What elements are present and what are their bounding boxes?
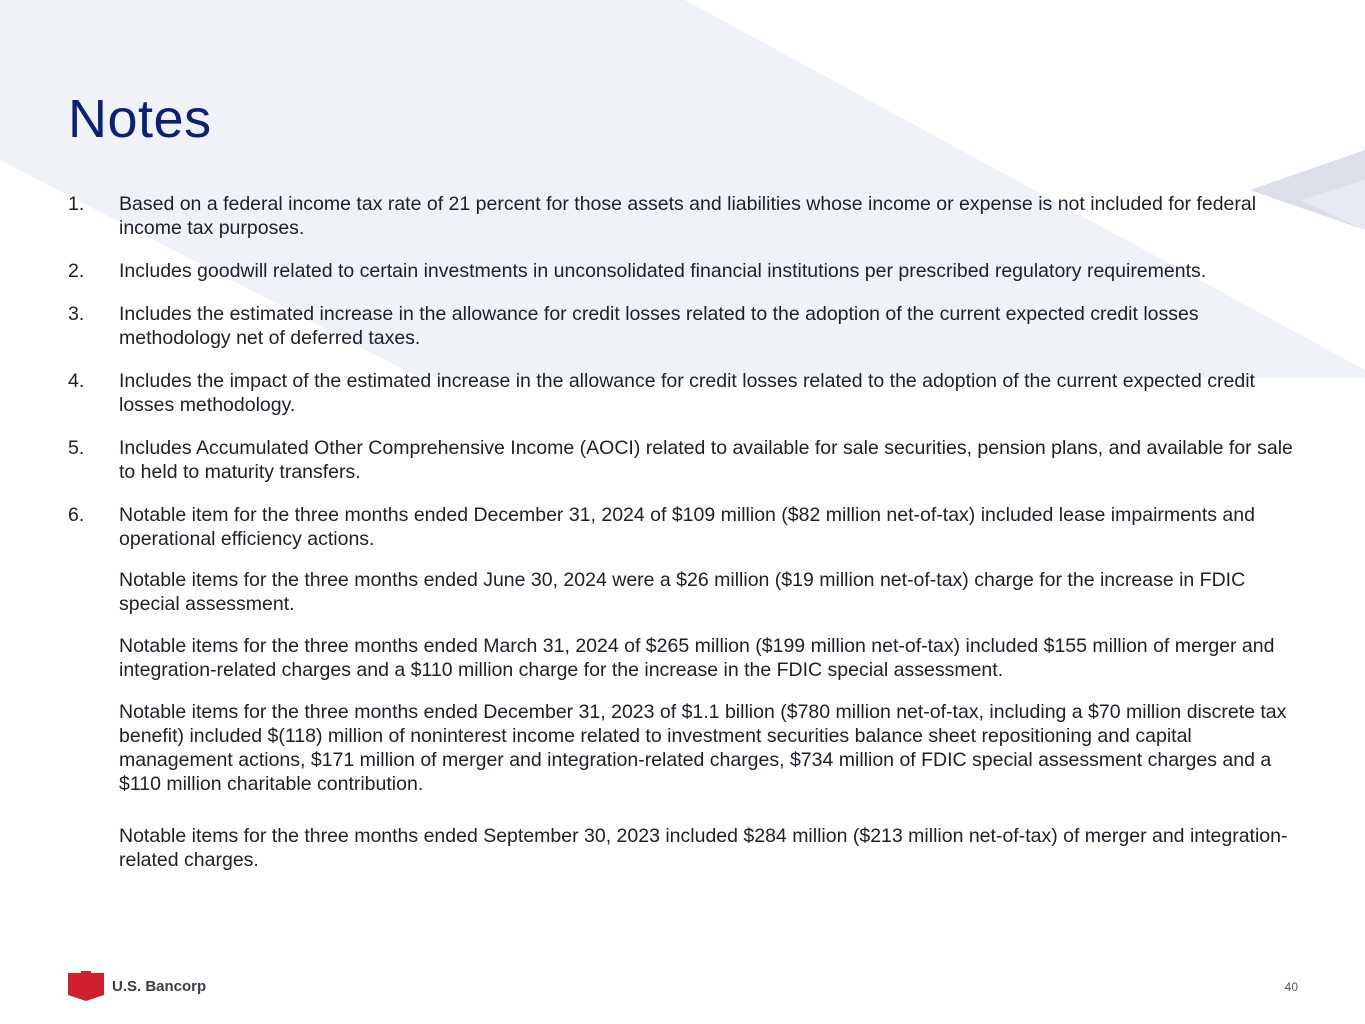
note-number: 6. <box>68 504 85 526</box>
note-number: 3. <box>68 303 85 325</box>
note-item <box>68 302 1308 350</box>
note-text: Includes the impact of the estimated increase in the allowance for credit losses related to the adoption of the current expected credit losses methodology. <box>119 370 1255 416</box>
note-text: Includes Accumulated Other Comprehensive Income (AOCI) related to available for sale securities, pension plans, and available for sale to held to maturity transfers. <box>119 437 1293 483</box>
note-item <box>68 192 1308 240</box>
page-title: Notes <box>68 89 212 149</box>
shield-logo-icon <box>68 971 104 1001</box>
note-number: 5. <box>68 437 85 459</box>
note-number: 1. <box>68 193 85 215</box>
note-item <box>68 503 1308 551</box>
logo-text: U.S. Bancorp <box>112 977 207 995</box>
note-text: Includes goodwill related to certain investments in unconsolidated financial institutions per prescribed regulatory requirements. <box>119 260 1207 282</box>
page-number: 40 <box>1284 980 1298 994</box>
note-text: Includes the estimated increase in the allowance for credit losses related to the adoption of the current expected credit losses methodology net of deferred taxes. <box>119 303 1199 349</box>
note-text: Notable item for the three months ended December 31, 2024 of $109 million ($82 million net-of-tax) included lease impairments and operational efficiency actions. <box>119 504 1255 550</box>
note-6-paragraph: Notable items for the three months ended September 30, 2023 included $284 million ($213 million net-of-tax) of merger and integration-related charges. <box>119 825 1288 871</box>
note-item <box>68 259 1308 283</box>
note-item <box>68 436 1308 484</box>
note-6-paragraph: Notable items for the three months ended June 30, 2024 were a $26 million ($19 million net-of-tax) charge for the increase in FDIC special assessment. <box>119 569 1246 615</box>
note-number: 2. <box>68 260 85 282</box>
note-6-paragraph: Notable items for the three months ended December 31, 2023 of $1.1 billion ($780 million net-of-tax, including a $70 million discrete tax benefit) included $(118) million of noninterest income related to investment securities balance sheet repositioning and capital management actions, $171 million of merger and integration-related charges, $734 million of FDIC special assessment charges and a $110 million charitable contribution. <box>119 701 1287 795</box>
note-text: Based on a federal income tax rate of 21 percent for those assets and liabilities whose income or expense is not included for federal income tax purposes. <box>119 193 1257 239</box>
footer-logo <box>68 971 206 1001</box>
note-6-paragraph: Notable items for the three months ended March 31, 2024 of $265 million ($199 million net-of-tax) included $155 million of merger and integration-related charges and a $110 million charge for the increase in the FDIC special assessment. <box>119 635 1275 681</box>
notes-list <box>68 192 1308 890</box>
note-number: 4. <box>68 370 85 392</box>
note-item <box>68 369 1308 417</box>
